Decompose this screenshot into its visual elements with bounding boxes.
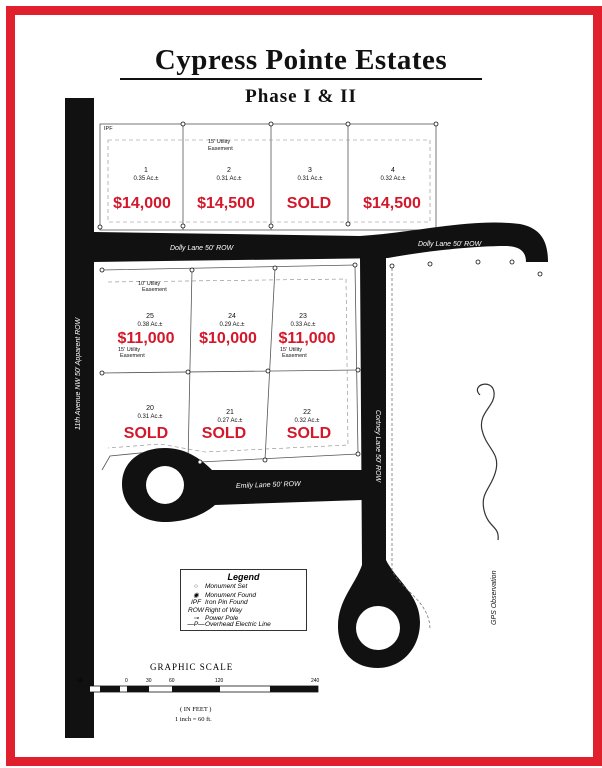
lot-23-acres: 0.33 Ac.± — [290, 322, 316, 328]
easement-note-15d: Easement — [282, 353, 307, 359]
cul-de-sac-island-west — [146, 466, 184, 504]
lot-25-number: 25 — [146, 313, 154, 320]
road-label-emily: Emily Lane 50' ROW — [235, 480, 301, 490]
power-pole-icon: ⊸ — [193, 615, 199, 622]
electric-line-icon: —P— — [187, 621, 205, 628]
lot-25-price: $11,000 — [117, 330, 175, 347]
road-label-dolly-east: Dolly Lane 50' ROW — [418, 241, 482, 248]
lot-24-number: 24 — [228, 313, 236, 320]
lot-4-acres: 0.32 Ac.± — [380, 176, 406, 182]
legend-label: Overhead Electric Line — [205, 621, 271, 628]
legend-label: Power Pole — [205, 615, 239, 622]
lot-22-price: SOLD — [286, 425, 332, 442]
lot-24-price: $10,000 — [199, 330, 257, 347]
scale-tick: 30 — [146, 678, 152, 684]
ipf-note: IPF — [104, 126, 113, 132]
lot-22-acres: 0.32 Ac.± — [294, 418, 320, 424]
page-title: Cypress Pointe Estates — [154, 44, 448, 76]
graphic-scale-bar — [80, 686, 318, 692]
legend-title: Legend — [227, 572, 260, 582]
iron-pin-icon: IPF — [190, 599, 202, 606]
scale-ratio: 1 inch = 60 ft. — [175, 716, 212, 723]
lot-23-number: 23 — [299, 313, 307, 320]
monument-found-icon: ◉ — [193, 592, 199, 599]
lot-3-acres: 0.31 Ac.± — [297, 176, 323, 182]
lot-1-price: $14,000 — [113, 195, 171, 212]
monument-set-icon: ○ — [194, 583, 198, 590]
lot-20-number: 20 — [146, 405, 154, 412]
legend-label: Iron Pin Found — [205, 599, 248, 606]
gps-label: GPS Observation — [491, 570, 498, 625]
road-label-dolly-west: Dolly Lane 50' ROW — [170, 245, 234, 252]
lot-3-price: SOLD — [286, 195, 332, 212]
page-subtitle: Phase I & II — [245, 86, 357, 107]
cul-de-sac-island-south — [356, 606, 400, 650]
lot-23-price: $11,000 — [278, 330, 336, 347]
easement-note-15b: Easement — [120, 353, 145, 359]
easement-note-15a: 15' Utility — [118, 347, 141, 353]
lot-4-number: 4 — [391, 167, 395, 174]
easement-note-top: 15' Utility — [208, 139, 231, 145]
legend-item — [187, 591, 256, 599]
scale-tick: 0 — [125, 678, 128, 684]
lot-22-number: 22 — [303, 409, 311, 416]
lot-21-acres: 0.27 Ac.± — [217, 418, 243, 424]
scale-unit: ( IN FEET ) — [180, 706, 212, 713]
lot-3-number: 3 — [308, 167, 312, 174]
lot-1-acres: 0.35 Ac.± — [133, 176, 159, 182]
legend-item — [187, 607, 242, 614]
lot-24-acres: 0.29 Ac.± — [219, 322, 245, 328]
lot-21-price: SOLD — [201, 425, 247, 442]
lot-2-price: $14,500 — [197, 195, 255, 212]
scale-title: GRAPHIC SCALE — [150, 662, 234, 672]
scale-tick: 60 — [169, 678, 175, 684]
legend-box — [180, 569, 307, 631]
lot-2-number: 2 — [227, 167, 231, 174]
lot-2-acres: 0.31 Ac.± — [216, 176, 242, 182]
easement-note-10: 10' Utility — [138, 281, 161, 287]
legend-item — [187, 583, 247, 590]
lot-25-acres: 0.38 Ac.± — [137, 322, 163, 328]
road-label-cortney: Cortney Lane 50' ROW — [374, 410, 381, 483]
lot-4-price: $14,500 — [363, 195, 421, 212]
road-label-avenue: 11th Avenue NW 50' Apparent ROW — [75, 317, 82, 430]
scale-tick: 240 — [311, 678, 320, 684]
road-edge-east — [392, 268, 430, 630]
lot-1-number: 1 — [144, 167, 148, 174]
monument-markers — [98, 122, 542, 464]
lot-20-price: SOLD — [123, 425, 169, 442]
easement-note-top-2: Easement — [208, 146, 233, 152]
lot-20-acres: 0.31 Ac.± — [137, 414, 163, 420]
scale-tick: 120 — [215, 678, 224, 684]
legend-item — [187, 621, 271, 628]
right-of-way-icon: ROW — [188, 607, 204, 614]
legend-label: Monument Set — [205, 583, 248, 590]
gps-observation-line — [477, 384, 498, 540]
legend-item — [187, 599, 248, 606]
lot-21-number: 21 — [226, 409, 234, 416]
legend-label: Right of Way — [205, 607, 243, 614]
legend-label: Monument Found — [205, 592, 256, 599]
scale-tick: 60 — [77, 678, 83, 684]
easement-note-10-2: Easement — [142, 287, 167, 293]
easement-note-15c: 15' Utility — [280, 347, 303, 353]
